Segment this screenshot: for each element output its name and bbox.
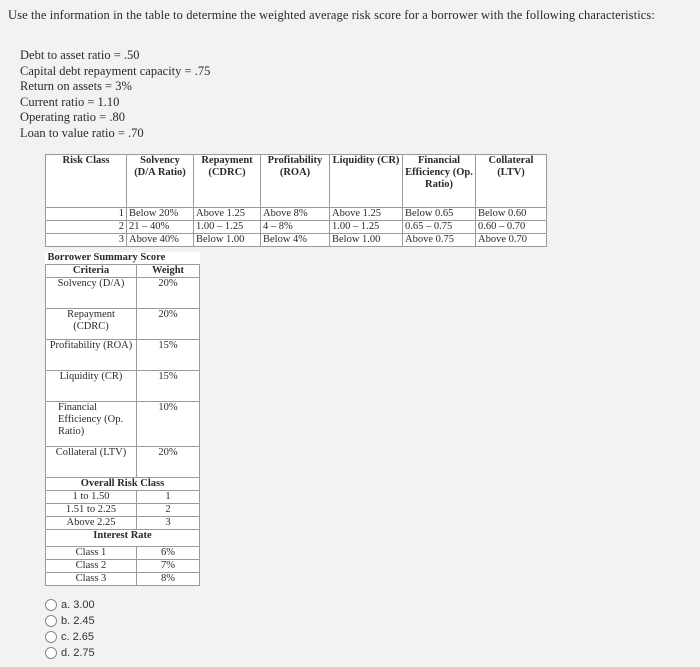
interest-rate-title: Interest Rate: [46, 530, 200, 547]
interest-rate-cell: 7%: [137, 560, 200, 573]
option-letter: b.: [61, 615, 71, 627]
header-collateral: Collateral (LTV): [476, 155, 547, 208]
option-c[interactable]: [45, 629, 95, 645]
overall-range-cell: 1.51 to 2.25: [46, 504, 137, 517]
summary-title-row: [46, 252, 200, 265]
characteristic-return-on-assets: Return on assets = 3%: [20, 79, 132, 93]
overall-class-cell: 2: [137, 504, 200, 517]
table-cell: 21 – 40%: [127, 221, 194, 234]
table-cell: Below 1.00: [330, 234, 403, 247]
criteria-cell: Profitability (ROA): [46, 340, 137, 371]
characteristic-operating-ratio: Operating ratio = .80: [20, 110, 125, 124]
header-profitability: Profitability (ROA): [261, 155, 330, 208]
weight-cell: 20%: [137, 309, 200, 340]
option-d[interactable]: [45, 645, 95, 661]
table-cell: Below 0.65: [403, 208, 476, 221]
criteria-header: Criteria: [46, 265, 137, 278]
table-row: [46, 221, 547, 234]
table-row: [46, 208, 547, 221]
interest-class-cell: Class 2: [46, 560, 137, 573]
option-b[interactable]: [45, 613, 95, 629]
weight-cell: 15%: [137, 340, 200, 371]
table-cell: Above 8%: [261, 208, 330, 221]
header-repayment: Repayment (CDRC): [194, 155, 261, 208]
radio-icon[interactable]: [45, 599, 57, 611]
table-row: [46, 371, 200, 402]
option-letter: c.: [61, 631, 70, 643]
borrower-characteristics: [20, 48, 210, 141]
summary-header-row: [46, 265, 200, 278]
characteristic-capital-debt-repayment: Capital debt repayment capacity = .75: [20, 63, 211, 78]
criteria-cell: Financial Efficiency (Op. Ratio): [46, 402, 137, 447]
option-value: 2.65: [72, 631, 95, 643]
characteristic-loan-to-value: Loan to value ratio = .70: [20, 125, 144, 140]
header-financial-efficiency: Financial Efficiency (Op. Ratio): [403, 155, 476, 208]
header-solvency: Solvency (D/A Ratio): [127, 155, 194, 208]
borrower-summary-table: [45, 252, 200, 586]
table-row: [46, 402, 200, 447]
weight-cell: 10%: [137, 402, 200, 447]
criteria-cell: Repayment (CDRC): [46, 309, 137, 340]
radio-icon[interactable]: [45, 615, 57, 627]
table-row: [46, 547, 200, 560]
table-row: [46, 491, 200, 504]
risk-class-cell: 2: [46, 221, 127, 234]
interest-class-cell: Class 3: [46, 573, 137, 586]
table-cell: 0.65 – 0.75: [403, 221, 476, 234]
table-row: [46, 447, 200, 478]
table-cell: Above 1.25: [330, 208, 403, 221]
risk-table-header-row: [46, 155, 547, 208]
header-liquidity: Liquidity (CR): [330, 155, 403, 208]
table-cell: Below 4%: [261, 234, 330, 247]
overall-risk-title: Overall Risk Class: [46, 478, 200, 491]
table-cell: Above 0.75: [403, 234, 476, 247]
table-row: [46, 560, 200, 573]
criteria-cell: Solvency (D/A): [46, 278, 137, 309]
interest-class-cell: Class 1: [46, 547, 137, 560]
table-row: [46, 517, 200, 530]
table-cell: 1.00 – 1.25: [194, 221, 261, 234]
radio-icon[interactable]: [45, 647, 57, 659]
table-cell: Below 20%: [127, 208, 194, 221]
overall-class-cell: 1: [137, 491, 200, 504]
table-row: [46, 234, 547, 247]
table-row: [46, 340, 200, 371]
table-row: [46, 309, 200, 340]
risk-class-cell: 3: [46, 234, 127, 247]
table-cell: Below 0.60: [476, 208, 547, 221]
interest-rate-cell: 6%: [137, 547, 200, 560]
table-cell: Above 0.70: [476, 234, 547, 247]
characteristic-debt-to-asset: Debt to asset ratio = .50: [20, 48, 140, 62]
overall-risk-title-row: [46, 478, 200, 491]
table-row: [46, 573, 200, 586]
answer-options: [45, 597, 95, 661]
table-cell: Above 40%: [127, 234, 194, 247]
overall-range-cell: Above 2.25: [46, 517, 137, 530]
interest-rate-cell: 8%: [137, 573, 200, 586]
risk-class-cell: 1: [46, 208, 127, 221]
option-value: 2.45: [73, 615, 95, 627]
option-letter: d.: [61, 647, 71, 659]
option-value: 3.00: [73, 599, 95, 611]
table-cell: 4 – 8%: [261, 221, 330, 234]
weight-header: Weight: [137, 265, 200, 278]
radio-icon[interactable]: [45, 631, 57, 643]
overall-class-cell: 3: [137, 517, 200, 530]
header-risk-class: Risk Class: [46, 155, 127, 208]
option-a[interactable]: [45, 597, 95, 613]
table-cell: Below 1.00: [194, 234, 261, 247]
characteristic-current-ratio: Current ratio = 1.10: [20, 94, 120, 109]
weight-cell: 20%: [137, 447, 200, 478]
question-prompt: Use the information in the table to determine the weighted average risk score for a borrower with the following characteristics:: [8, 8, 655, 22]
option-letter: a.: [61, 599, 71, 611]
summary-title: Borrower Summary Score: [47, 252, 166, 263]
table-cell: 1.00 – 1.25: [330, 221, 403, 234]
risk-class-table: [45, 154, 547, 247]
table-row: [46, 278, 200, 309]
criteria-cell: Collateral (LTV): [46, 447, 137, 478]
table-row: [46, 504, 200, 517]
interest-rate-title-row: [46, 530, 200, 547]
overall-range-cell: 1 to 1.50: [46, 491, 137, 504]
weight-cell: 15%: [137, 371, 200, 402]
option-value: 2.75: [73, 647, 95, 659]
table-cell: Above 1.25: [194, 208, 261, 221]
weight-cell: 20%: [137, 278, 200, 309]
table-cell: 0.60 – 0.70: [476, 221, 547, 234]
criteria-cell: Liquidity (CR): [46, 371, 137, 402]
